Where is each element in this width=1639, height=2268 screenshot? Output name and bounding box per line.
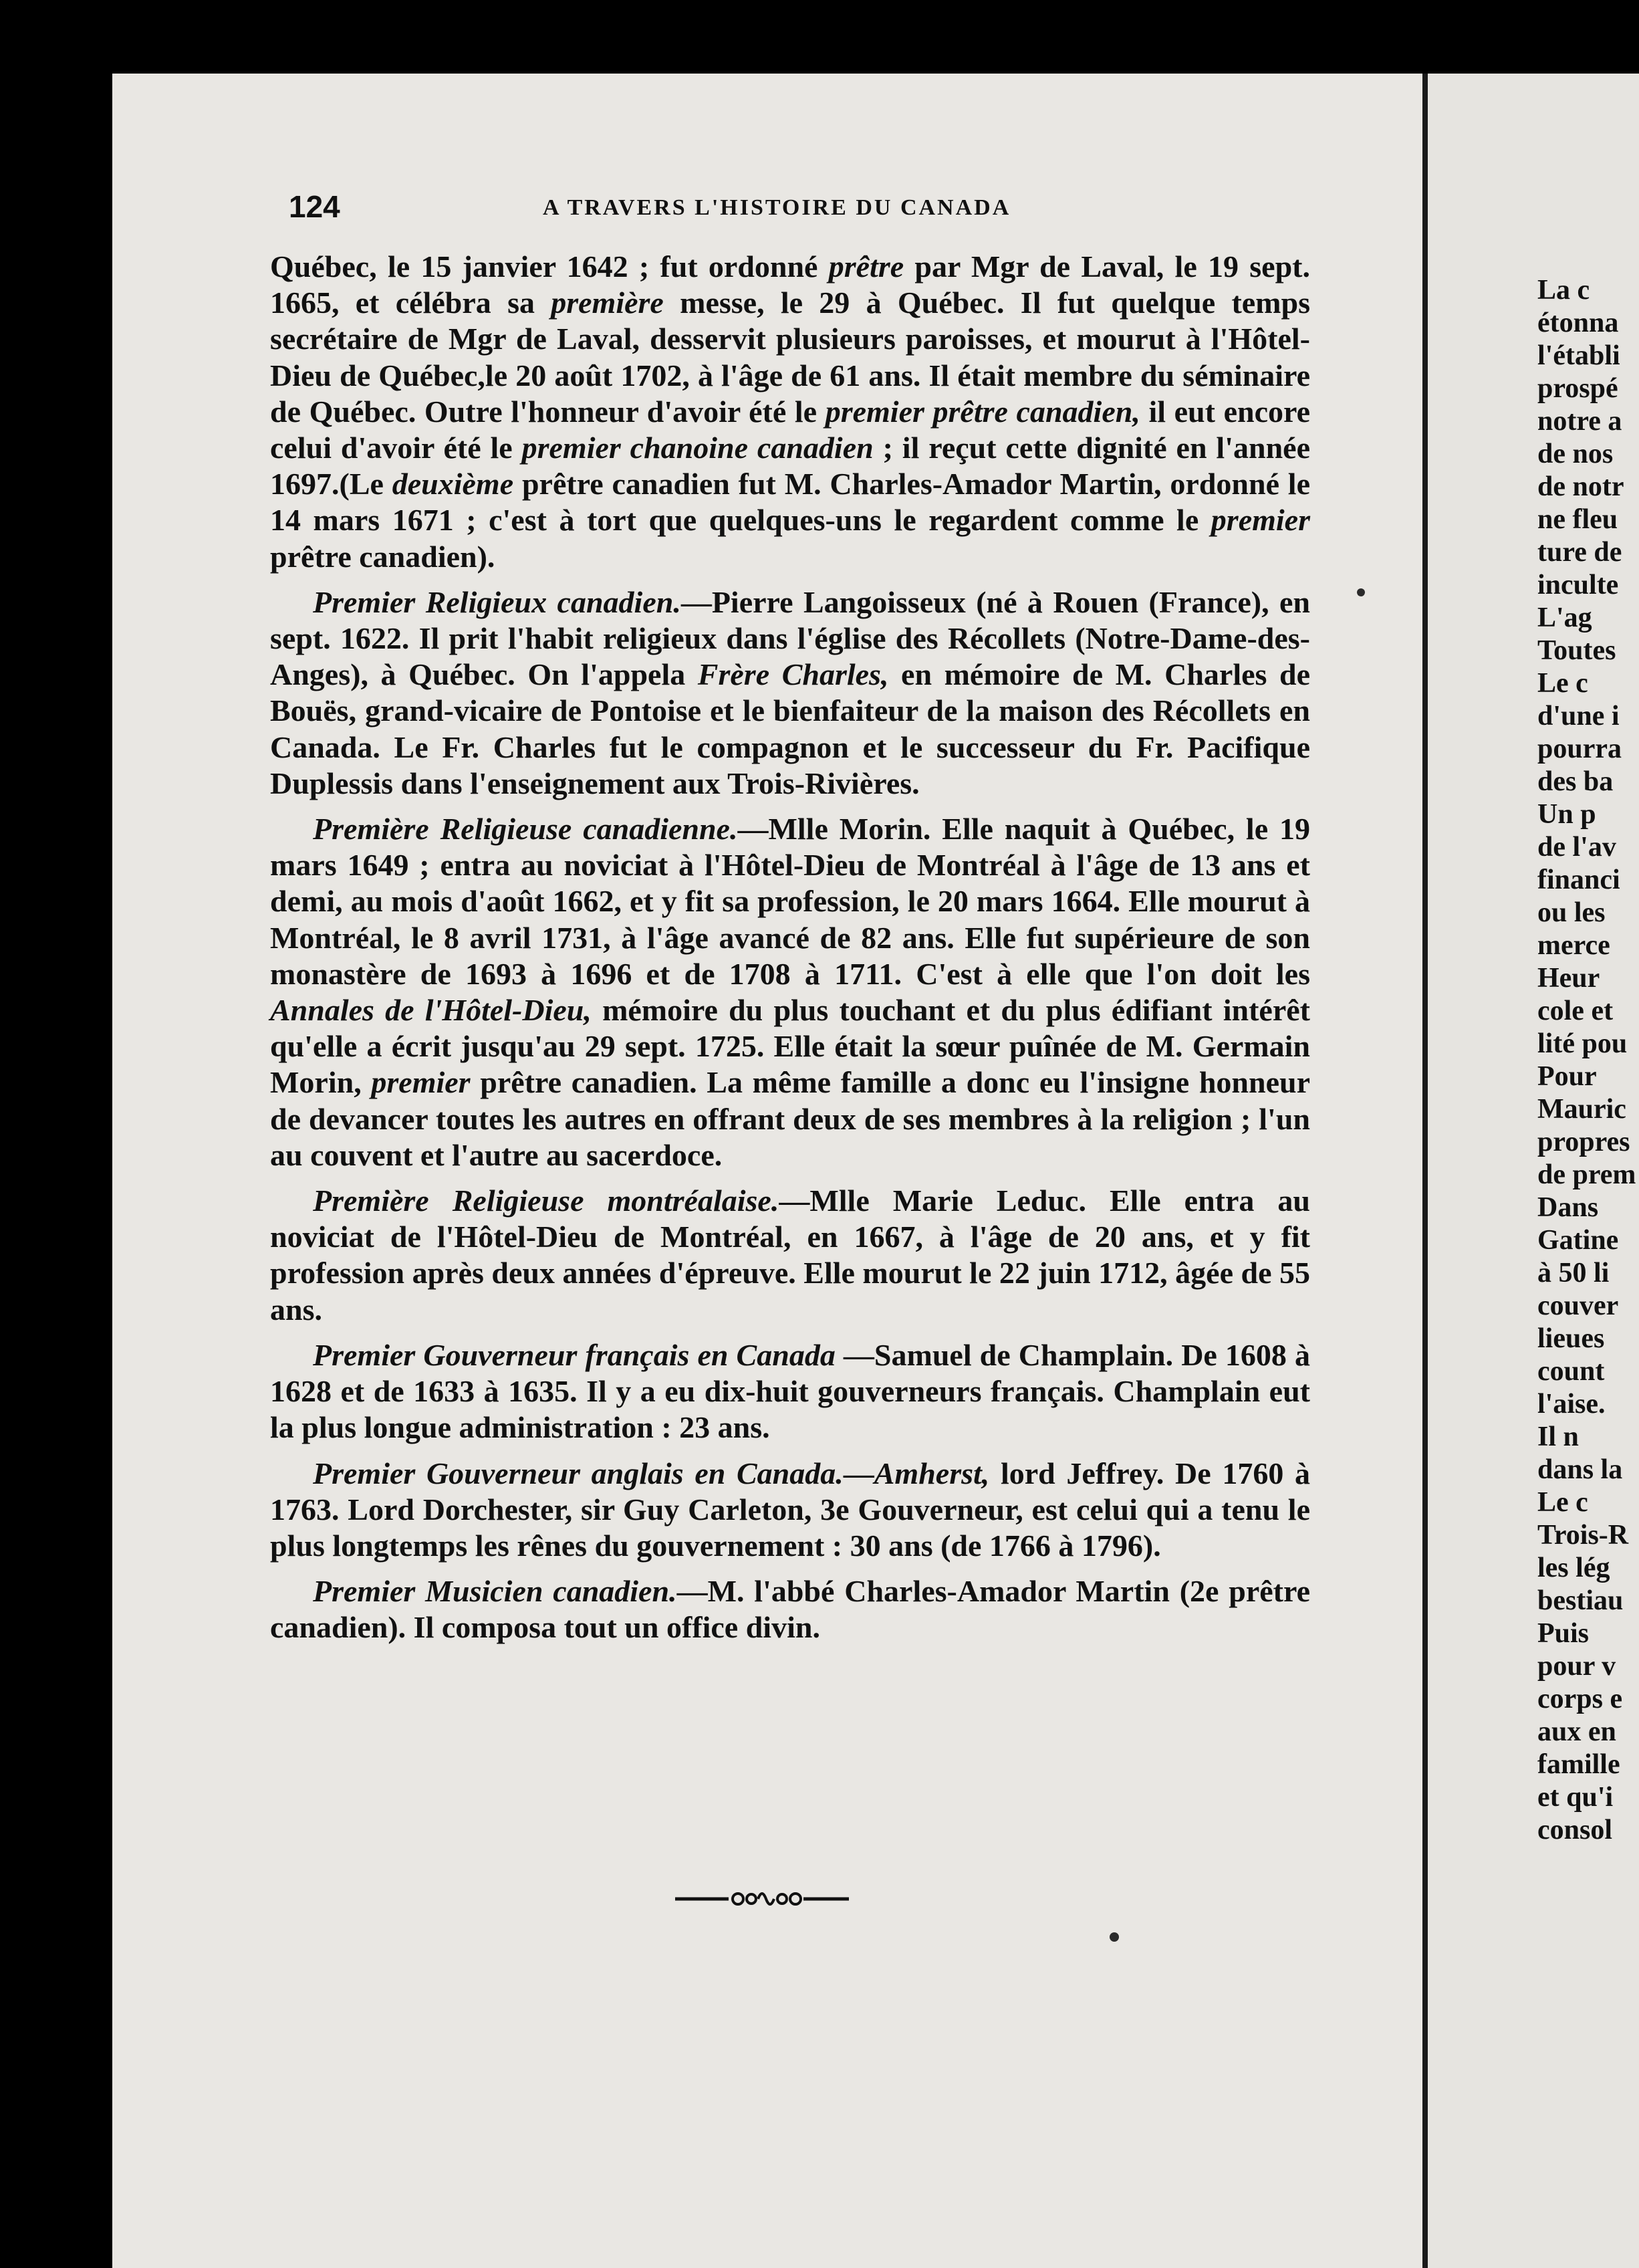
- right-page-line: de l'av: [1537, 832, 1616, 863]
- right-page-line: inculte: [1537, 570, 1619, 600]
- right-page-line: Heur: [1537, 963, 1600, 994]
- text-run: ; il reçut cette dignité en l'année 1697.(Le: [270, 431, 1310, 501]
- right-page-line: count: [1537, 1356, 1605, 1387]
- italic-text: première: [551, 286, 664, 320]
- italic-text: prêtre: [828, 249, 904, 284]
- italic-text: premier: [371, 1065, 471, 1100]
- text-run: prêtre canadien).: [270, 539, 495, 574]
- right-page-line: de nos: [1537, 439, 1614, 469]
- right-page-line: cole et: [1537, 996, 1614, 1026]
- right-page-line: à 50 li: [1537, 1258, 1610, 1288]
- italic-text: Première Religieuse canadienne.: [313, 812, 738, 846]
- text-run: —M. l'abbé Charles-Amador Martin (2e prêtre canadien). Il composa tout un office divin.: [270, 1574, 1310, 1645]
- italic-text: Annales de l'Hôtel-Dieu,: [270, 993, 592, 1028]
- right-page-line: lieues: [1537, 1323, 1605, 1354]
- right-page-line: aux en: [1537, 1716, 1616, 1747]
- italic-text: Premier Gouverneur français en Canada: [313, 1337, 836, 1372]
- right-page-line: étonna: [1537, 308, 1619, 338]
- right-page-line: ou les: [1537, 897, 1606, 928]
- right-page-line: dans la: [1537, 1454, 1623, 1485]
- text-run: par Mgr de Laval, le 19 sept. 1665, et célébra sa: [270, 249, 1310, 320]
- italic-text: deuxième: [392, 467, 514, 501]
- right-page-line: Trois-R: [1537, 1520, 1629, 1551]
- right-page-line: Il n: [1537, 1422, 1579, 1452]
- right-page-line: les lég: [1537, 1553, 1610, 1583]
- text-run: Québec, le 15 janvier 1642 ; fut ordonné: [270, 249, 829, 284]
- text-run: —: [843, 1456, 874, 1490]
- italic-text: premier chanoine canadien: [521, 431, 874, 465]
- right-page-line: famille: [1537, 1749, 1620, 1780]
- text-run: il eut encore celui d'avoir été le: [270, 394, 1310, 465]
- italic-text: Premier Musicien canadien.: [313, 1574, 677, 1609]
- right-page-line: de notr: [1537, 471, 1624, 502]
- text-run: lord Jeffrey. De 1760 à 1763. Lord Dorchester, sir Guy Carleton, 3e Gouverneur, est celui qui a tenu le plus longtemps les rênes du gouvernement : 30 ans (de 1766 à 1796).: [270, 1456, 1310, 1563]
- right-page-line: l'établi: [1537, 340, 1620, 371]
- text-run: prêtre canadien fut M. Charles-Amador Martin, ordonné le 14 mars 1671 ; c'est à tort que quelques-uns le regardent comme le: [270, 467, 1310, 538]
- text-run: —Mlle Morin. Elle naquit à Québec, le 19 mars 1649 ; entra au noviciat à l'Hôtel-Dieu de Montréal à l'âge de 13 ans et demi, au mois d'août 1662, et y fit sa profession, le 20 mars 1664. Elle mourut à Montréal, le 8 avril 1731, à l'âge avancé de 82 ans. Elle fut supérieure de son monastère de 1693 à 1696 et de 1708 à 1711. C'est à elle que l'on doit les: [270, 812, 1310, 991]
- body-text: [270, 249, 1310, 1656]
- right-page-line: financi: [1537, 865, 1620, 895]
- right-page-line: La c: [1537, 275, 1590, 306]
- end-ornament: [675, 1886, 849, 1912]
- text-run: —Pierre Langoisseux (né à Rouen (France), en sept. 1622. Il prit l'habit religieux dans l'église des Récollets (Notre-Dame-des-Anges), à Québec. On l'appela: [270, 584, 1310, 692]
- right-page-line: merce: [1537, 930, 1610, 961]
- paragraph-p5: [270, 1337, 1310, 1446]
- right-page-line: bestiau: [1537, 1585, 1624, 1616]
- italic-text: Amherst,: [874, 1456, 990, 1490]
- italic-text: Frère Charles,: [697, 657, 889, 692]
- right-page-line: Mauric: [1537, 1094, 1626, 1125]
- text-run: messe, le 29 à Québec. Il fut quelque temps secrétaire de Mgr de Laval, desservit plusieurs paroisses, et mourut à l'Hôtel-Dieu de Québec,le 20 août 1702, à l'âge de 61 ans. Il était membre du séminaire de Québec. Outre l'honneur d'avoir été le: [270, 286, 1310, 429]
- right-page-line: propres: [1537, 1127, 1630, 1157]
- italic-text: Premier Religieux canadien.: [313, 584, 681, 619]
- right-page-line: Un p: [1537, 799, 1596, 830]
- right-page-line: pourra: [1537, 733, 1622, 764]
- paragraph-p2: [270, 584, 1310, 802]
- right-page-line: prospé: [1537, 373, 1618, 404]
- right-page-line: et qu'i: [1537, 1782, 1614, 1813]
- italic-text: premier: [1211, 503, 1310, 538]
- text-run: prêtre canadien. La même famille a donc eu l'insigne honneur de devancer toutes les autres en offrant deux de ses membres à la religion ; l'un au couvent et l'autre au sacerdoce.: [270, 1065, 1310, 1172]
- right-page-line: couver: [1537, 1290, 1619, 1321]
- paragraph-p4: [270, 1183, 1310, 1328]
- italic-text: premier prêtre canadien,: [825, 394, 1140, 429]
- running-title: A TRAVERS L'HISTOIRE DU CANADA: [543, 195, 1011, 220]
- right-page-line: consol: [1537, 1815, 1613, 1845]
- ink-spot: [1110, 1932, 1119, 1942]
- paragraph-p6: [270, 1456, 1310, 1565]
- paragraph-p1: [270, 249, 1310, 575]
- right-page-line: Gatine: [1537, 1225, 1619, 1256]
- right-page-line: Toutes: [1537, 635, 1616, 666]
- page-number: 124: [289, 189, 340, 224]
- right-page-line: d'une i: [1537, 701, 1620, 731]
- right-page-line: Pour: [1537, 1061, 1597, 1092]
- right-page-line: Puis: [1537, 1618, 1590, 1649]
- paragraph-p3: [270, 811, 1310, 1173]
- right-page-line: notre a: [1537, 406, 1622, 437]
- right-page-line: l'aise.: [1537, 1389, 1606, 1420]
- italic-text: Première Religieuse montréalaise.: [313, 1183, 779, 1218]
- text-run: mémoire du plus touchant et du plus édifiant intérêt qu'elle a écrit jusqu'au 29 sept. 1725. Elle était la sœur puînée de M. Germain Morin,: [270, 993, 1310, 1100]
- right-page-line: L'ag: [1537, 602, 1592, 633]
- text-run: —Samuel de Champlain. De 1608 à 1628 et de 1633 à 1635. Il y a eu dix-huit gouverneurs français. Champlain eut la plus longue administration : 23 ans.: [270, 1337, 1311, 1445]
- right-page-line: Le c: [1537, 1487, 1588, 1518]
- book-gutter: [1422, 74, 1428, 2268]
- paragraph-p7: [270, 1573, 1310, 1646]
- text-run: —Mlle Marie Leduc. Elle entra au noviciat de l'Hôtel-Dieu de Montréal, en 1667, à l'âge de 20 ans, et y fit profession après deux années d'épreuve. Elle mourut le 22 juin 1712, âgée de 55 ans.: [270, 1183, 1310, 1327]
- right-page-line: de prem: [1537, 1159, 1636, 1190]
- ink-spot: [1357, 588, 1365, 596]
- right-page-line: corps e: [1537, 1684, 1623, 1714]
- right-page-line: Dans: [1537, 1192, 1599, 1223]
- page-header: [289, 189, 1305, 229]
- right-page-text: [1537, 274, 1639, 1847]
- right-page-line: lité pou: [1537, 1028, 1628, 1059]
- right-page-line: des ba: [1537, 766, 1614, 797]
- right-page-line: pour v: [1537, 1651, 1616, 1682]
- right-page-line: Le c: [1537, 668, 1588, 699]
- text-run: en mémoire de M. Charles de Bouës, grand-vicaire de Pontoise et le bienfaiteur de la maison des Récollets en Canada. Le Fr. Charles fut le compagnon et le successeur du Fr. Pacifique Duplessis dans l'enseignement aux Trois-Rivières.: [270, 657, 1310, 800]
- right-page-line: ture de: [1537, 537, 1622, 568]
- italic-text: Premier Gouverneur anglais en Canada.: [313, 1456, 844, 1490]
- right-page-line: ne fleu: [1537, 504, 1618, 535]
